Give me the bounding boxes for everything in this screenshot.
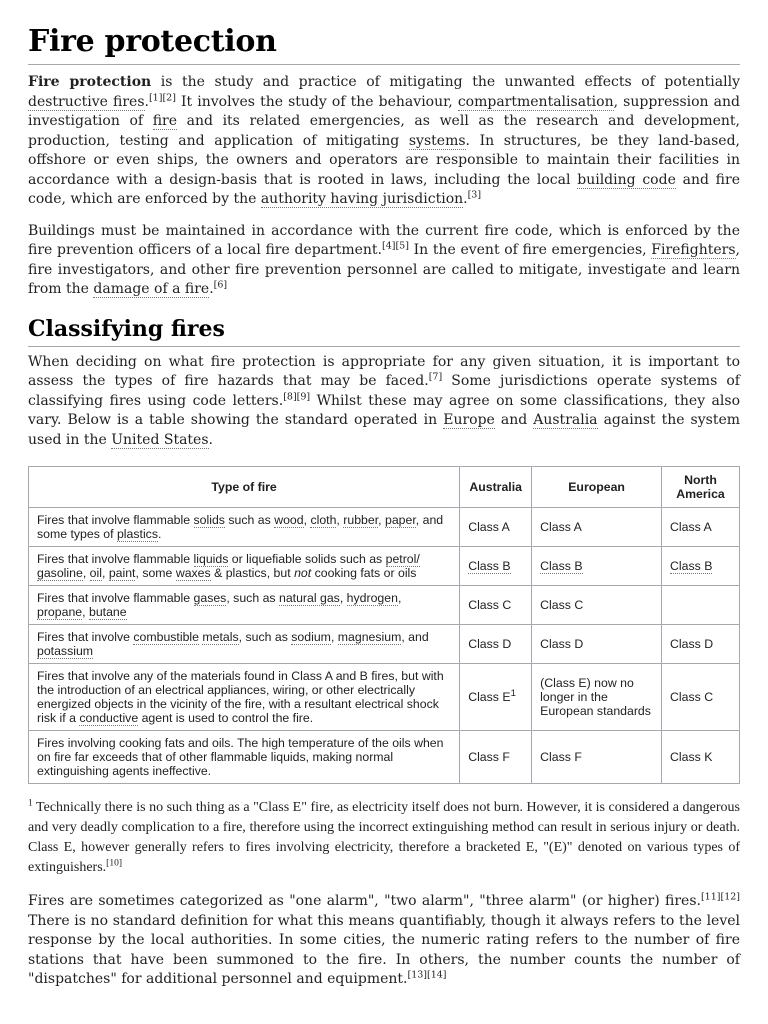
link-hydrogen[interactable]: hydrogen [346, 591, 398, 605]
european-cell: Class C [532, 586, 662, 625]
text: , [339, 591, 347, 605]
link-propane[interactable]: propane [37, 605, 83, 619]
text: , [303, 513, 311, 527]
text: Fires are sometimes categorized as "one alarm", "two alarm", "three alarm" (or higher) fires. [28, 893, 701, 909]
text: Fires that involve flammable [37, 513, 194, 527]
citation[interactable] [106, 858, 122, 868]
citation-link[interactable]: [10] [106, 858, 122, 869]
text: . [463, 191, 468, 207]
citation-link[interactable]: [1] [148, 91, 163, 103]
text: Whilst these may agree on some classifications, they also vary. Below is a table showing the standard operated in [28, 392, 740, 428]
australia-cell: Class F [460, 731, 532, 784]
european-cell: Class F [532, 731, 662, 784]
text: . [157, 527, 162, 541]
north-america-cell: Class A [662, 508, 740, 547]
north-america-cell [662, 547, 740, 586]
text: , suppression and investigation of [28, 93, 740, 129]
header-type-of-fire: Type of fire [29, 467, 460, 508]
link-damage-of-a-fire[interactable]: damage of a fire [93, 281, 210, 297]
fire-classes-table [28, 466, 740, 784]
page-title: Fire protection [28, 22, 740, 65]
text: , some [135, 566, 176, 580]
link-firefighters[interactable]: Firefighters [651, 242, 736, 258]
link-building-code[interactable]: building code [577, 171, 676, 188]
text: , and [401, 630, 429, 644]
citation[interactable] [468, 189, 481, 200]
header-european: European [532, 467, 662, 508]
text: agent is used to control the fire. [138, 711, 314, 725]
north-america-cell: Class K [662, 731, 740, 784]
text: Buildings must be maintained in accordance with the current fire code, which is enforced by the fire prevention officers of a local fire department. [28, 222, 740, 258]
link-systems[interactable]: systems [408, 132, 466, 149]
text: Fires that involve [37, 630, 134, 644]
australia-cell: Class A [460, 508, 532, 547]
text: and fire code, which are enforced by the [28, 171, 741, 207]
table-footnote [28, 798, 740, 878]
text: is the study and practice of mitigating the unwanted effects of potentially [151, 74, 740, 90]
link-destructive-fires[interactable]: destructive fires [28, 93, 145, 110]
european-cell: (Class E) now no longer in the European standards [532, 664, 662, 731]
text: , [330, 630, 338, 644]
link-combustible[interactable]: combustible [133, 630, 199, 644]
link-wood[interactable]: wood [274, 513, 304, 527]
citation-link[interactable]: [12] [720, 891, 740, 903]
type-cell [29, 586, 460, 625]
link-solids[interactable]: solids [193, 513, 225, 527]
alarm-paragraph [28, 892, 740, 990]
link-potassium[interactable]: potassium [37, 644, 94, 658]
link-compartmentalisation[interactable]: compartmentalisation [457, 93, 614, 110]
link-class-b[interactable]: Class B [468, 559, 511, 573]
citation-link[interactable]: [9] [296, 390, 311, 402]
header-australia: Australia [460, 467, 532, 508]
australia-cell: Class D [460, 625, 532, 664]
link-fire[interactable]: fire [152, 113, 178, 129]
link-united-states[interactable]: United States [111, 431, 209, 448]
link-sodium[interactable]: sodium [291, 630, 331, 644]
text: . [209, 281, 214, 297]
text: , [378, 513, 385, 527]
australia-cell: Class C [460, 586, 532, 625]
text: Fires that involve flammable [37, 552, 194, 566]
link-natural-gas[interactable]: natural gas [278, 591, 340, 605]
citation[interactable] [283, 391, 310, 402]
intro-bold-term: Fire protection [28, 74, 152, 90]
text: , [336, 513, 344, 527]
footnote-marker: 1 [28, 798, 33, 809]
citation-link[interactable]: [3] [467, 189, 482, 201]
classifying-paragraph [28, 353, 740, 451]
north-america-cell: Class D [662, 625, 740, 664]
text: Class E [468, 690, 511, 704]
european-cell [532, 547, 662, 586]
table-row [29, 547, 740, 586]
north-america-cell [662, 586, 740, 625]
european-cell: Class A [532, 508, 662, 547]
text: . [144, 93, 149, 110]
citation[interactable] [214, 279, 227, 290]
link-waxes[interactable]: waxes [175, 566, 211, 580]
citation[interactable] [701, 891, 740, 902]
link-cloth[interactable]: cloth [310, 513, 337, 527]
citation-link[interactable]: [14] [427, 969, 447, 981]
link-plastics[interactable]: plastics [116, 527, 158, 541]
link-australia[interactable]: Australia [533, 412, 598, 428]
table-row [29, 664, 740, 731]
table-row [29, 508, 740, 547]
link-liquids[interactable]: liquids [193, 552, 229, 566]
text: against the system used in the [28, 412, 741, 448]
text: , fire investigators, and other fire prevention personnel are called to mitigate, investigate and learn from the [28, 242, 740, 297]
text: Some jurisdictions operate systems of classifying fires using code letters. [28, 373, 740, 409]
intro-paragraph [28, 73, 740, 210]
text: There is no standard definition for what this means quantifiably, though it always refers to the level response by the local authorities. In some cities, the numeric rating refers to the number of fire stations that have been summoned to the fire. In others, the number counts the number of "dispatches" for additional personnel and equipment. [28, 912, 740, 987]
text: Fires that involve any of the materials found in Class A and B fires, but with the introduction of an electrical appliances, wiring, or other electrically energized objects in the vicinity of the fire, with a resultant electrical shock risk if a [37, 669, 444, 725]
citation-link[interactable]: [13] [407, 969, 427, 981]
link-gases[interactable]: gases [193, 591, 227, 605]
citation-link[interactable]: [2] [162, 91, 176, 103]
text: and [494, 412, 534, 428]
text: , [82, 566, 90, 580]
type-cell [29, 664, 460, 731]
link-authority-having-jurisdiction[interactable]: authority having jurisdiction [260, 191, 464, 207]
text: , such as [238, 630, 292, 644]
citation-link[interactable]: [5] [395, 240, 409, 252]
text: Fires that involve flammable [37, 591, 194, 605]
table-row [29, 731, 740, 784]
type-cell: Fires involving cooking fats and oils. The high temperature of the oils when on fire far exceeds that of other flammable liquids, making normal extinguishing agents ineffective. [29, 731, 460, 784]
text: such as [224, 513, 275, 527]
link-butane[interactable]: butane [88, 605, 127, 619]
type-cell [29, 508, 460, 547]
text: or liquefiable solids such as [228, 552, 386, 566]
citation-link[interactable]: [7] [428, 371, 443, 383]
link-oil[interactable]: oil [89, 566, 102, 580]
link-paper[interactable]: paper [384, 513, 416, 527]
second-paragraph [28, 222, 740, 300]
text: , [101, 566, 109, 580]
australia-cell [460, 547, 532, 586]
citation-link[interactable]: [11] [700, 891, 721, 903]
table-header-row [29, 467, 740, 508]
european-cell: Class D [532, 625, 662, 664]
link-class-b[interactable]: Class B [540, 559, 583, 573]
north-america-cell: Class C [662, 664, 740, 731]
link-magnesium[interactable]: magnesium [337, 630, 402, 644]
table-row [29, 586, 740, 625]
citation[interactable] [429, 371, 442, 382]
text: When deciding on what fire protection is appropriate for any given situation, it is important to assess the types of fire hazards that may be faced. [28, 353, 740, 389]
text: , and some types of [37, 513, 444, 541]
link-metals[interactable]: metals [202, 630, 239, 644]
citation[interactable] [407, 969, 446, 980]
link-rubber[interactable]: rubber [343, 513, 379, 527]
australia-cell [460, 664, 532, 731]
section-heading: Classifying fires [28, 314, 740, 347]
link-class-b[interactable]: Class B [670, 559, 713, 573]
link-paint[interactable]: paint [108, 566, 136, 580]
type-cell [29, 625, 460, 664]
text: In the event of fire emergencies, [408, 242, 652, 258]
citation-link[interactable]: [4] [382, 240, 396, 252]
text: . [208, 431, 213, 448]
text: cooking fats or oils [311, 566, 417, 580]
footnote-marker: 1 [510, 687, 516, 699]
citation[interactable] [149, 92, 176, 103]
link-petrol-gasoline[interactable]: petrol/ gasoline [37, 552, 420, 580]
text: . In structures, be they land-based, offshore or even ships, the owners and operators are responsible to maintain their facilities in accordance with a design-basis that is rooted in laws, including the local [28, 132, 740, 188]
citation[interactable] [382, 240, 409, 251]
text: It involves the study of the behaviour, [175, 93, 458, 110]
text: Technically there is no such thing as a "Class E" fire, as electricity itself does not burn. However, it is considered a dangerous and very deadly complication to a fire, therefore using the incorrect extinguishing method can result in serious injury or death. Class E, however generally refers to fires involving electricity, therefore a bracketed E, "(E)" denoted on various types of extinguishers. [28, 800, 740, 875]
text: & plastics, but [210, 566, 295, 580]
text: , [82, 605, 89, 619]
citation-link[interactable]: [8] [283, 390, 297, 402]
text: , [397, 591, 402, 605]
text: and its related emergencies, as well as the research and development, production, testing and application of mitigating [28, 113, 740, 149]
citation-link[interactable]: [6] [213, 279, 228, 291]
link-europe[interactable]: Europe [443, 412, 495, 428]
emphasis-not: not [294, 566, 312, 580]
header-north-america: North America [662, 467, 740, 508]
type-cell [29, 547, 460, 586]
link-conductive[interactable]: conductive [79, 711, 139, 725]
text: , such as [226, 591, 279, 605]
table-row [29, 625, 740, 664]
